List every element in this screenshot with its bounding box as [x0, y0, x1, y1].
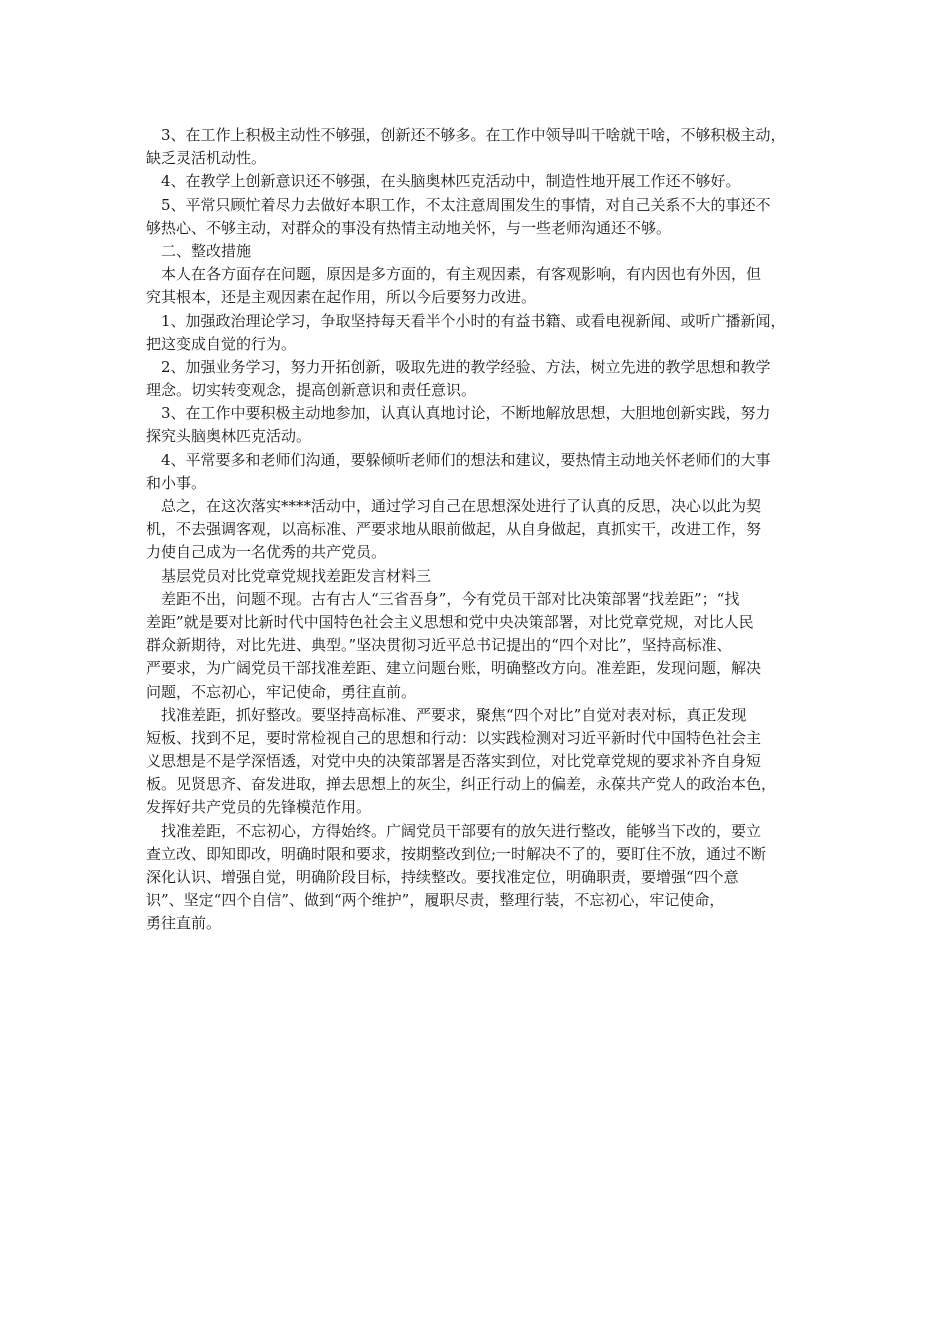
text-line: 3、在工作上积极主动性不够强，创新还不够多。在工作中领导叫干啥就干啥，不够积极主动， — [146, 126, 786, 144]
text-line: 把这变成自觉的行为。 — [146, 334, 297, 353]
text-line: 发挥好共产党员的先锋模范作用。 — [146, 798, 372, 817]
text-line: 理念。切实转变观念，提高创新意识和责任意识。 — [146, 381, 477, 400]
text-line: 问题，不忘初心，牢记使命，勇往直前。 — [146, 682, 417, 701]
text-line: 群众新期待，对比先进、典型。”坚决贯彻习近平总书记提出的“四个对比”，坚持高标准、 — [146, 636, 732, 655]
text-line: 本人在各方面存在问题，原因是多方面的，有主观因素，有客观影响，有内因也有外因，但 — [146, 265, 762, 284]
section-heading: 二、整改措施 — [146, 241, 252, 260]
text-line: 深化认识、增强自觉，明确阶段目标，持续整改。要找准定位，明确职责，要增强“四个意 — [146, 868, 739, 886]
text-line: 严要求，为广阔党员干部找准差距、建立问题台账，明确整改方向。准差距，发现问题，解决 — [146, 659, 762, 678]
text-line: 总之，在这次落实****活动中，通过学习自己在思想深处进行了认真的反思，决心以此为契 — [146, 497, 762, 515]
text-line: 找准差距，不忘初心，方得始终。广阔党员干部要有的放矢进行整改，能够当下改的，要立 — [146, 821, 762, 840]
text-line: 4、在教学上创新意识还不够强，在头脑奥林匹克活动中，制造性地开展工作还不够好。 — [146, 172, 741, 191]
text-line: 究其根本，还是主观因素在起作用，所以今后要努力改进。 — [146, 288, 537, 307]
text-line: 查立改、即知即改，明确时限和要求，按期整改到位;一时解决不了的，要盯住不放，通过不断 — [146, 844, 767, 863]
text-line: 缺乏灵活机动性。 — [146, 149, 267, 168]
text-line: 2、加强业务学习，努力开拓创新，吸取先进的教学经验、方法，树立先进的教学思想和教学 — [146, 357, 771, 376]
text-line: 够热心、不够主动，对群众的事没有热情主动地关怀，与一些老师沟通还不够。 — [146, 218, 672, 237]
text-line: 3、在工作中要积极主动地参加，认真认真地讨论，不断地解放思想，大胆地创新实践，努力 — [146, 404, 771, 423]
text-line: 5、平常只顾忙着尽力去做好本职工作，不太注意周围发生的事情，对自己关系不大的事还不 — [146, 195, 771, 214]
document-page — [146, 124, 822, 936]
text-line: 短板、找到不足，要时常检视自己的思想和行动：以实践检测对习近平新时代中国特色社会主 — [146, 728, 762, 747]
text-line: 差距”就是要对比新时代中国特色社会主义思想和党中央决策部署，对比党章党规，对比人民 — [146, 612, 754, 631]
text-line: 识”、坚定“四个自信”、做到“两个维护”，履职尽责，整理行装，不忘初心，牢记使命， — [146, 891, 725, 910]
text-line: 差距不出，问题不现。古有古人“三省吾身”，今有党员干部对比决策部署“找差距”；“找 — [146, 589, 740, 608]
text-line: 4、平常要多和老师们沟通，要躲倾听老师们的想法和建议，要热情主动地关怀老师们的大事 — [146, 450, 771, 469]
text-line: 探究头脑奥林匹克活动。 — [146, 427, 312, 446]
text-line: 机，不去强调客观，以高标准、严要求地从眼前做起，从自身做起，真抓实干，改进工作，努 — [146, 520, 762, 539]
text-line: 义思想是不是学深悟透，对党中央的决策部署是否落实到位，对比党章党规的要求补齐自身短 — [146, 752, 762, 771]
text-line: 力使自己成为一名优秀的共产党员。 — [146, 543, 387, 562]
section-title: 基层党员对比党章党规找差距发言材料三 — [146, 566, 432, 585]
text-line: 和小事。 — [146, 473, 207, 492]
text-line: 板。见贤思齐、奋发进取，掸去思想上的灰尘，纠正行动上的偏差，永葆共产党人的政治本色， — [146, 775, 777, 794]
text-line: 找准差距，抓好整改。要坚持高标准、严要求，聚焦“四个对比”自觉对表对标，真正发现 — [146, 705, 747, 724]
text-line: 1、加强政治理论学习，争取坚持每天看半个小时的有益书籍、或看电视新闻、或听广播新闻， — [146, 311, 786, 330]
text-line: 勇往直前。 — [146, 914, 222, 933]
